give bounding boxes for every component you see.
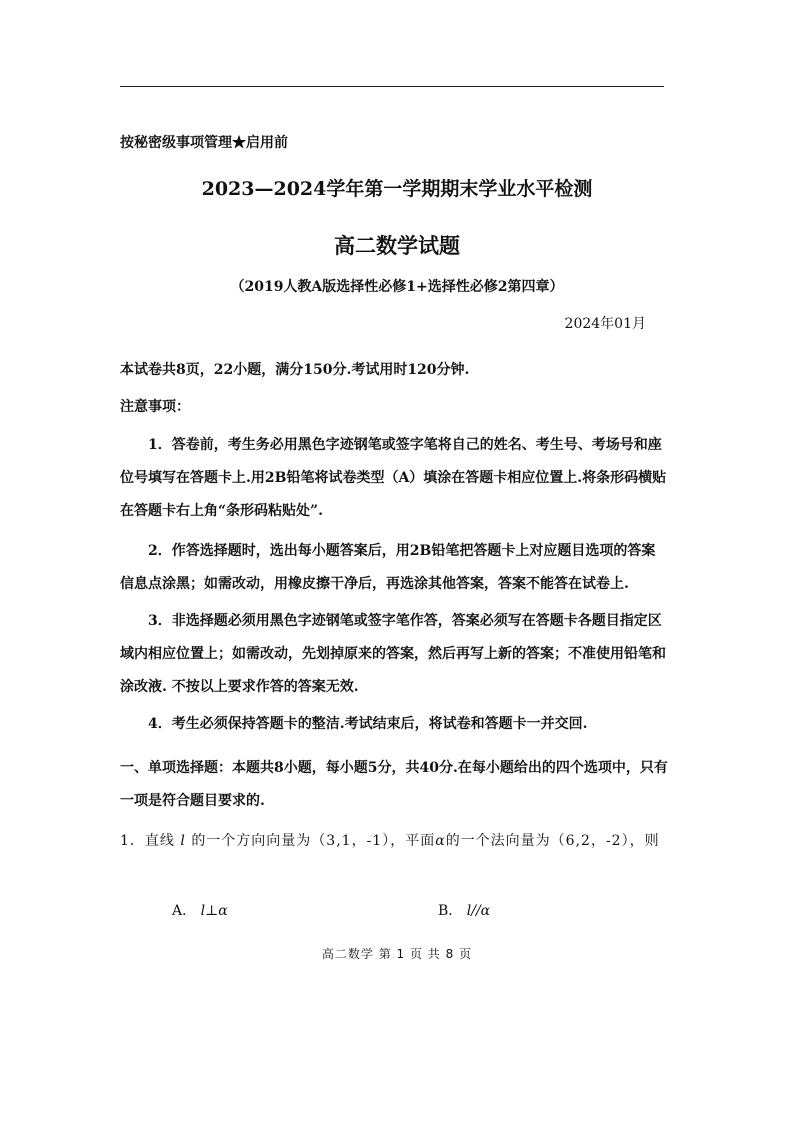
- option-content: l//α: [466, 903, 491, 919]
- option-label: A．: [172, 903, 197, 919]
- notice-item: 2．作答选择题时，选出每小题答案后，用2B铅笔把答题卡上对应题目选项的答案信息点涂黑；如需改动，用橡皮擦干净后，再选涂其他答案，答案不能答在试卷上.: [120, 543, 656, 592]
- section-heading: 一、单项选择题：本题共8小题，每小题5分，共40分.在每小题给出的四个选项中，只有一项是符合题目要求的.: [120, 760, 668, 809]
- notice-item: 1．答卷前，考生务必用黑色字迹钢笔或签字笔将自己的姓名、考生号、考场号和座位号填写在答题卡上.用2B铅笔将试卷类型（A）填涂在答题卡相应位置上.将条形码横贴在答题卡右上角“条形码粘贴处”.: [120, 437, 667, 519]
- exam-title: 2023—2024学年第一学期期末学业水平检测: [201, 178, 593, 200]
- subject-title: 高二数学试题: [334, 233, 460, 258]
- option-a: [172, 900, 228, 920]
- question-text: 直线: [144, 833, 175, 849]
- page-footer: 高二数学 第 1 页 共 8 页: [321, 947, 473, 961]
- question-text: 的一个方向向量为（3,1，-1），平面: [191, 833, 436, 849]
- question-number: 1．: [120, 833, 145, 849]
- question-1: [120, 826, 668, 857]
- header-rule: [120, 86, 664, 87]
- line-variable: l: [180, 833, 186, 849]
- exam-scope: （2019人教A版选择性必修1+选择性必修2第四章）: [230, 279, 564, 295]
- notice-item: 4．考生必须保持答题卡的整洁.考试结束后，将试卷和答题卡一并交回.: [148, 716, 588, 732]
- exam-date: 2024年01月: [564, 316, 646, 332]
- notice-item: 3．非选择题必须用黑色字迹钢笔或签字笔作答，答案必须写在答题卡各题目指定区域内相应位置上；如需改动，先划掉原来的答案，然后再写上新的答案；不准使用铅笔和涂改液. 不按以上要求作答的答案无效.: [120, 613, 666, 695]
- plane-variable: α: [435, 833, 446, 849]
- option-b: [438, 900, 490, 920]
- option-content: l⊥α: [200, 903, 228, 919]
- notice-heading: 注意事项：: [120, 399, 190, 415]
- exam-intro: 本试卷共8页，22小题，满分150分.考试用时120分钟.: [120, 362, 470, 378]
- option-label: B．: [438, 903, 463, 919]
- question-text: 的一个法向量为（6,2，-2），则: [445, 833, 660, 849]
- confidentiality-notice: 按秘密级事项管理★启用前: [120, 135, 288, 151]
